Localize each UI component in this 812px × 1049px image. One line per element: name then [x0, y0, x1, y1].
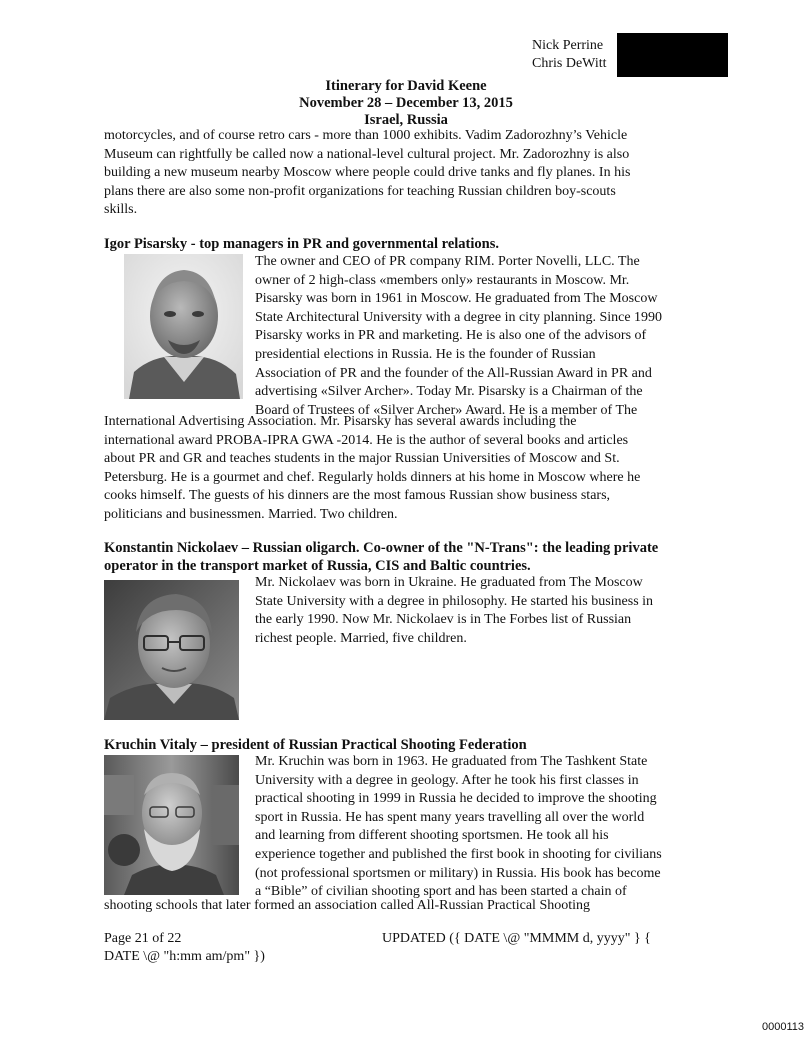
text-line: plans there are also some non-profit organizations for teaching Russian children boy-scouts — [104, 183, 616, 199]
text-line: experience together and published the first book in shooting for civilians — [255, 846, 662, 862]
document-title: Itinerary for David Keene — [325, 78, 487, 94]
text-line: Mr. Kruchin was born in 1963. He graduated from The Tashkent State — [255, 754, 648, 769]
text-line: Museum can rightfully be called now a national-level cultural project. Mr. Zadorozhny is also — [104, 146, 630, 162]
profile-side-text-pisarsky — [255, 253, 705, 420]
footer-page-number: Page 21 of 22 — [104, 931, 182, 946]
redaction-box — [617, 33, 728, 77]
text-line: practical shooting in 1999 in Russia he decided to improve the shooting — [255, 791, 657, 807]
text-line: Association of PR and the founder of the All-Russian Award in PR and — [255, 365, 652, 381]
text-line: Pisarsky was born in 1961 in Moscow. He graduated from The Moscow — [255, 291, 658, 307]
text-line: International Advertising Association. Mr. Pisarsky has several awards including the — [104, 414, 577, 429]
text-line: Pisarsky works in PR and marketing. He is also one of the advisors of — [255, 328, 647, 344]
text-line: richest people. Married, five children. — [255, 630, 467, 646]
document-location: Israel, Russia — [364, 112, 448, 128]
text-line: politicians and businessmen. Married. Two children. — [104, 506, 398, 522]
text-line: State University with a degree in philosophy. He started his business in — [255, 593, 654, 609]
heading-line: Konstantin Nickolaev – Russian oligarch. Co-owner of the "N-Trans": the leading private — [104, 540, 659, 556]
header-names — [532, 37, 606, 73]
text-line: (not professional sportsmen or military) in Russia. His book has become — [255, 865, 661, 881]
text-line: sport in Russia. He has spent many years travelling all over the world — [255, 809, 645, 825]
text-line: The owner and CEO of PR company RIM. Porter Novelli, LLC. The — [255, 254, 640, 269]
portrait-photo-kruchin — [104, 755, 239, 895]
header-name-2: Chris DeWitt — [532, 56, 607, 71]
text-line: owner of 2 high-class «members only» restaurants in Moscow. Mr. — [255, 272, 630, 288]
intro-paragraph — [104, 127, 704, 220]
profile-heading-pisarsky — [104, 235, 714, 253]
heading-line: Kruchin Vitaly – president of Russian Practical Shooting Federation — [104, 737, 527, 753]
text-line: motorcycles, and of course retro cars - more than 1000 exhibits. Vadim Zadorozhny’s Vehicle — [104, 128, 628, 143]
text-line: the early 1990. Now Mr. Nickolaev is in The Forbes list of Russian — [255, 612, 632, 628]
profile-side-text-nickolaev — [255, 574, 705, 648]
document-dates: November 28 – December 13, 2015 — [299, 95, 513, 111]
heading-line: operator in the transport market of Russia, CIS and Baltic countries. — [104, 558, 531, 574]
profile-side-text-kruchin — [255, 753, 705, 902]
profile-full-text-kruchin — [104, 897, 704, 916]
text-line: advertising «Silver Archer». Today Mr. Pisarsky is a Chairman of the — [255, 384, 643, 400]
text-line: cooks himself. The guests of his dinners are the most famous Russian show business stars, — [104, 488, 611, 504]
text-line: Petersburg. He is a gourmet and chef. Regularly holds dinners at his home in Moscow where he — [104, 469, 641, 485]
text-line: skills. — [104, 202, 138, 218]
text-line: University with a degree in geology. After he took his first classes in — [255, 772, 639, 788]
text-line: a “Bible” of civilian shooting sport and has been started a chain of — [255, 884, 627, 900]
heading-line: Igor Pisarsky - top managers in PR and governmental relations. — [104, 236, 499, 252]
portrait-photo-pisarsky — [124, 254, 243, 399]
profile-heading-nickolaev — [104, 539, 714, 575]
profile-heading-kruchin — [104, 736, 714, 754]
text-line: and learning from different shooting sportsmen. He took all his — [255, 828, 609, 844]
text-line: Board of Trustees of «Silver Archer» Award. He is a member of The — [255, 402, 638, 418]
text-line: presidential elections in Russia. He is the founder of Russian — [255, 346, 596, 362]
text-line: building a new museum nearby Moscow where people could drive tanks and fly planes. In his — [104, 165, 631, 181]
text-line: international award PROBA-IPRA GWA -2014. He is the author of several books and articles — [104, 432, 629, 448]
portrait-photo-nickolaev — [104, 580, 239, 720]
text-line: Mr. Nickolaev was born in Ukraine. He graduated from The Moscow — [255, 575, 643, 590]
text-line: about PR and GR and teaches students in the major Russian Universities of Moscow and St. — [104, 451, 620, 467]
header-name-1: Nick Perrine — [532, 38, 604, 53]
profile-full-text-pisarsky — [104, 413, 704, 525]
footer-updated-field: UPDATED ({ DATE \@ "MMMM d, yyyy" } { — [382, 931, 651, 946]
bates-number: 0000113 — [761, 1021, 804, 1033]
footer-time-field: DATE \@ "h:mm am/pm" }) — [104, 949, 265, 964]
text-line: shooting schools that later formed an association called All-Russian Practical Shooting — [104, 898, 591, 913]
text-line: State Architectural University with a degree in city planning. Since 1990 — [255, 309, 663, 325]
